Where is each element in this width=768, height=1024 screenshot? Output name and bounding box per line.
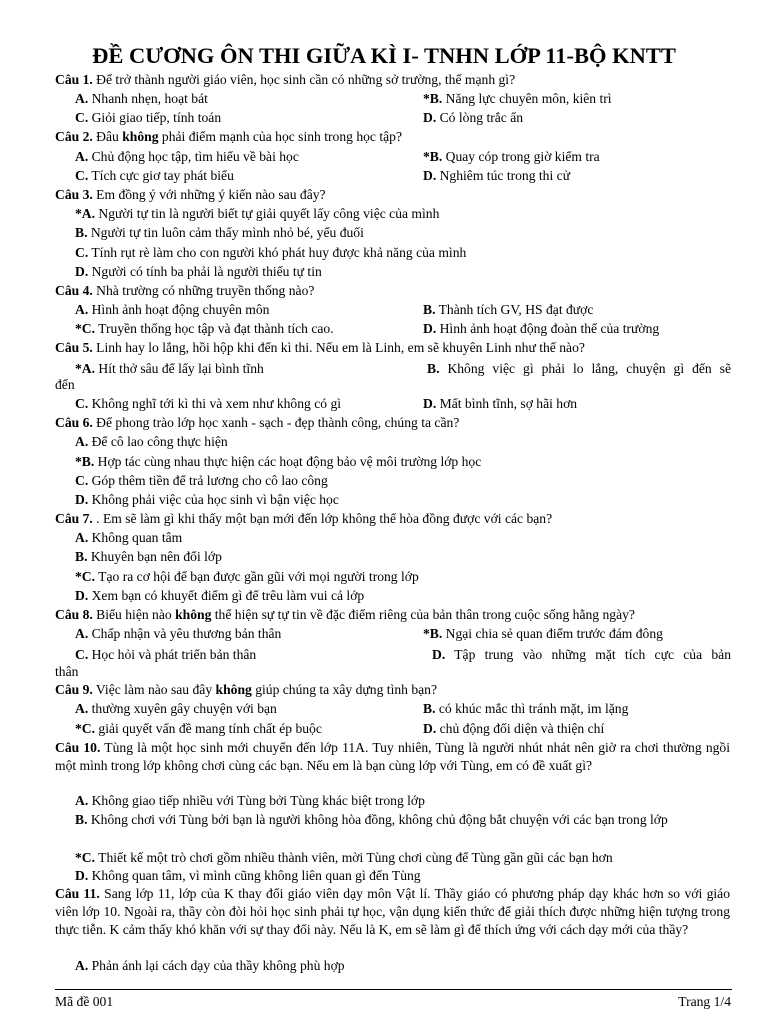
question-text: Em đồng ý với những ý kiến nào sau đây? [92,187,326,202]
option-key: B. [427,361,440,376]
question-label: Câu 6. [55,415,93,430]
option-text: Mất bình tĩnh, sợ hãi hơn [436,396,578,411]
option-text: Người có tính ba phải là người thiếu tự tin [88,264,322,279]
option-4a [75,301,269,319]
option-text: Để cô lao công thực hiện [88,434,228,449]
option-key: B. [75,549,88,564]
option-text: thường xuyên gây chuyện với bạn [88,701,277,716]
option-key: A. [75,302,89,317]
option-10c [75,849,613,867]
option-text: đến [55,377,75,392]
option-2b [423,148,600,166]
option-text: Không quan tâm, vì mình cũng không liên quan gì đến Tùng [88,868,421,883]
option-text: Không việc gì phải lo lắng, chuyện gì đến sẽ [439,361,731,376]
question-7 [55,510,552,528]
option-text: Có lòng trắc ẩn [436,110,524,125]
option-key: C. [75,245,89,260]
question-emphasis: không [175,607,212,622]
option-key: A. [75,530,89,545]
option-key: D. [75,588,89,603]
question-text: Linh hay lo lắng, hồi hộp khi đến kì thi. Nếu em là Linh, em sẽ khuyên Linh như thế nào? [92,340,585,355]
option-2a [75,148,299,166]
question-text: Nhà trường có những truyền thống nào? [92,283,315,298]
exam-code: Mã đề 001 [55,994,114,1009]
option-1d [423,109,523,127]
option-text: Học hỏi và phát triển bản thân [88,647,257,662]
option-text: Người tự tin là người biết tự giải quyết lấy công việc của mình [95,206,440,221]
option-5b [427,360,731,378]
option-8a [75,625,281,643]
option-text: Tạo ra cơ hội để bạn được gần gũi với mọi người trong lớp [95,569,419,584]
option-4c [75,320,334,338]
option-key: D. [75,868,89,883]
option-text: Hợp tác cùng nhau thực hiện các hoạt động bảo vệ môi trường lớp học [94,454,482,469]
option-1b [423,90,612,108]
option-key: C. [75,168,89,183]
option-text: giải quyết vấn đề mang tính chất ép buộc [95,721,322,736]
option-10b [55,811,730,829]
question-label: Câu 5. [55,340,93,355]
option-1a [75,90,208,108]
option-key: *A. [75,361,96,376]
option-5c [75,395,341,413]
option-key: A. [75,149,89,164]
option-text: Hình ảnh hoạt động chuyên môn [88,302,270,317]
option-key: A. [75,91,89,106]
option-10a [75,792,425,810]
option-1c [75,109,221,127]
question-label: Câu 7. [55,511,93,526]
option-9d [423,720,604,738]
option-text: Hình ảnh hoạt động đoàn thể của trường [436,321,660,336]
option-text: chủ động đối diện và thiện chí [436,721,605,736]
option-key: *B. [423,149,443,164]
question-text: Tùng là một học sinh mới chuyển đến lớp 11A. Tuy nhiên, Tùng là người nhút nhát nên giờ ra chơi thường ngồi một mình trong lớp không chơi cùng các bạn. Nếu em là bạn cùng lớp với Tùng, em có đề xuất gì? [55,740,730,773]
option-key: C. [75,110,89,125]
option-text: Chủ động học tập, tìm hiểu về bài học [88,149,299,164]
question-2 [55,128,402,146]
document-title: ĐỀ CƯƠNG ÔN THI GIỮA KÌ I- TNHN LỚP 11-BỘ KNTT [92,43,676,68]
option-text: Tính rụt rè làm cho con người khó phát huy được khả năng của mình [88,245,467,260]
option-4d [423,320,659,338]
option-6a [75,433,228,451]
question-text: . Em sẽ làm gì khi thấy một bạn mới đến lớp không thể hòa đồng được với các bạn? [92,511,553,526]
option-2c [75,167,234,185]
option-key: D. [423,721,437,736]
question-emphasis: không [122,129,159,144]
option-3d [75,263,322,281]
question-9 [55,681,437,699]
option-key: A. [75,626,89,641]
option-8d [432,646,731,664]
option-7b [75,548,222,566]
option-text: Truyền thống học tập và đạt thành tích cao. [95,321,334,336]
option-4b [423,301,593,319]
option-key: C. [75,647,89,662]
option-key: A. [75,958,89,973]
option-6c [75,472,328,490]
option-text: Tích cực giơ tay phát biểu [88,168,234,183]
option-key: *C. [75,721,96,736]
option-key: *B. [423,91,443,106]
footer-divider [55,989,732,990]
option-key: B. [423,701,436,716]
option-5b-continuation [55,376,75,394]
question-label: Câu 10. [55,740,101,755]
option-3a [75,205,439,223]
option-key: D. [423,110,437,125]
option-3c [75,244,466,262]
question-text: Để trở thành người giáo viên, học sinh cần có những sở trường, thế mạnh gì? [92,72,516,87]
question-11 [55,885,730,939]
option-key: D. [432,647,446,662]
option-8d-continuation [55,663,78,681]
question-text: Để phong trào lớp học xanh - sạch - đẹp thành công, chúng ta cần? [92,415,460,430]
option-text: Tập trung vào những mặt tích cực của bản [445,647,731,662]
option-text: Góp thêm tiền để trả lương cho cô lao công [88,473,328,488]
option-key: B. [75,812,88,827]
option-key: A. [75,434,89,449]
question-5 [55,339,585,357]
question-label: Câu 1. [55,72,93,87]
option-9a [75,700,277,718]
question-text-pre: Biểu hiện nào [92,607,176,622]
option-text: Phản ánh lại cách dạy của thầy không phù hợp [88,958,345,973]
question-text: thể hiện sự tự tin về đặc điểm riêng của bản thân trong cuộc sống hằng ngày? [211,607,635,622]
option-8c [75,646,256,664]
option-key: B. [75,225,88,240]
option-8b [423,625,663,643]
option-7d [75,587,364,605]
option-5d [423,395,577,413]
option-6b [75,453,481,471]
question-3 [55,186,326,204]
option-key: D. [75,264,89,279]
option-key: D. [423,168,437,183]
question-text: giúp chúng ta xây dựng tình bạn? [251,682,437,697]
option-key: D. [423,321,437,336]
option-7c [75,568,419,586]
option-9c [75,720,322,738]
question-4 [55,282,314,300]
option-key: *C. [75,321,96,336]
option-text: Nghiêm túc trong thi cử [436,168,571,183]
page-number: Trang 1/4 [678,994,731,1009]
option-text: Không nghĩ tới kì thi và xem như không có gì [88,396,342,411]
option-key: D. [75,492,89,507]
option-key: *B. [423,626,443,641]
option-text: Ngại chia sẻ quan điểm trước đám đông [442,626,663,641]
option-text: Giỏi giao tiếp, tính toán [88,110,222,125]
option-text: Xem bạn có khuyết điểm gì để trêu làm vui cả lớp [88,588,365,603]
option-text: Không quan tâm [88,530,183,545]
option-key: B. [423,302,436,317]
option-text: Thành tích GV, HS đạt được [435,302,594,317]
question-text-pre: Việc làm nào sau đây [92,682,216,697]
option-text: Chấp nhận và yêu thương bản thân [88,626,282,641]
option-6d [75,491,339,509]
option-key: *C. [75,850,96,865]
option-text: có khúc mắc thì tránh mặt, im lặng [435,701,629,716]
question-text-pre: Đâu [92,129,123,144]
option-text: Khuyên bạn nên đổi lớp [87,549,222,564]
option-key: *A. [75,206,96,221]
option-10d [75,867,421,885]
question-label: Câu 9. [55,682,93,697]
option-key: *C. [75,569,96,584]
question-label: Câu 3. [55,187,93,202]
question-8 [55,606,635,624]
question-1 [55,71,515,89]
option-text: Không chơi với Tùng bởi bạn là người không hòa đồng, không chủ động bắt chuyện với các bạn trong lớp [87,812,668,827]
option-text: Thiết kế một trò chơi gồm nhiều thành viên, mời Tùng chơi cùng để Tùng gần gũi các bạn hơn [95,850,613,865]
question-label: Câu 11. [55,886,100,901]
option-key: A. [75,701,89,716]
option-key: *B. [75,454,95,469]
option-text: Nhanh nhẹn, hoạt bát [88,91,208,106]
option-text: thân [55,664,79,679]
option-text: Hít thở sâu để lấy lại bình tĩnh [95,361,264,376]
option-text: Quay cóp trong giờ kiểm tra [442,149,600,164]
question-emphasis: không [215,682,252,697]
question-6 [55,414,459,432]
option-7a [75,529,182,547]
option-text: Người tự tin luôn cảm thấy mình nhỏ bé, yếu đuối [87,225,364,240]
option-key: C. [75,473,89,488]
option-5a [75,360,264,378]
option-text: Không phải việc của học sinh vì bận việc học [88,492,339,507]
question-text: phải điểm mạnh của học sinh trong học tập? [158,129,403,144]
question-label: Câu 2. [55,129,93,144]
question-label: Câu 4. [55,283,93,298]
option-text: Năng lực chuyên môn, kiên trì [442,91,612,106]
question-text: Sang lớp 11, lớp của K thay đổi giáo viên dạy môn Vật lí. Thầy giáo có phương pháp dạy khác hơn so với giáo viên lớp 10. Ngoài ra, thầy còn đòi hỏi học sinh phải tự học, vận dụng kiến thức để giải thích được những hiện tượng trong thực tiễn. K cảm thấy khó khăn với sự thay đổi này. Nếu là K, em sẽ làm gì để thích ứng với cách dạy mới của thầy? [55,886,730,937]
option-3b [75,224,364,242]
question-10 [55,739,730,775]
option-text: Không giao tiếp nhiều với Tùng bởi Tùng khác biệt trong lớp [88,793,425,808]
option-9b [423,700,628,718]
option-key: C. [75,396,89,411]
question-label: Câu 8. [55,607,93,622]
option-key: D. [423,396,437,411]
option-key: A. [75,793,89,808]
option-11a [75,957,345,975]
option-2d [423,167,570,185]
